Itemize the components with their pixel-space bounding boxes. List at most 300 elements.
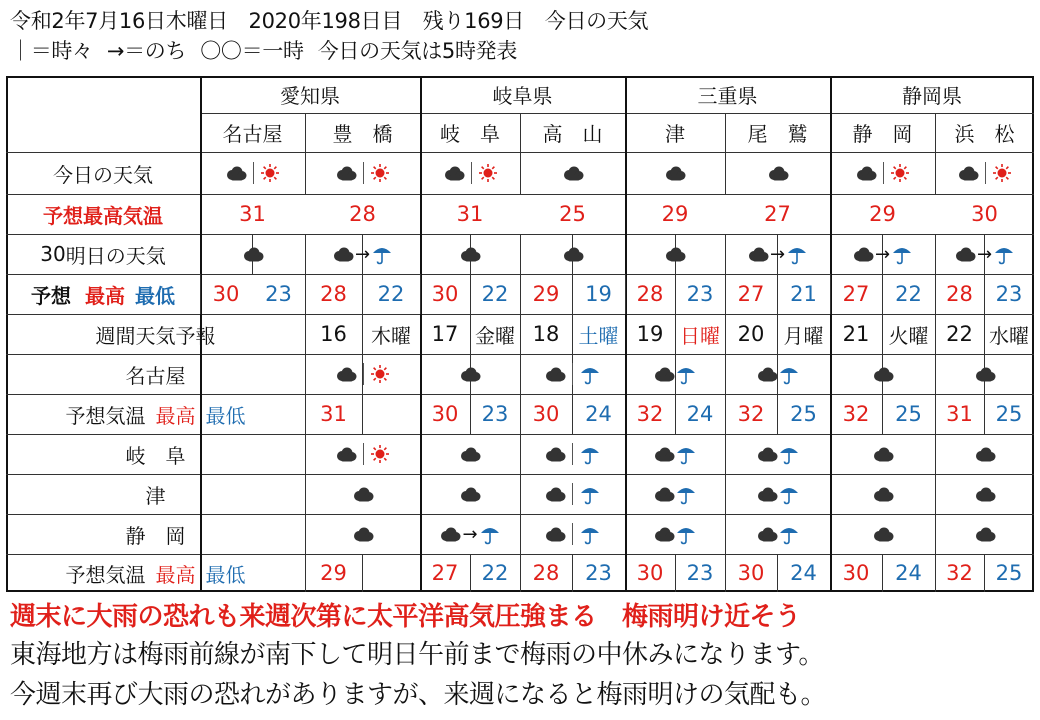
tomorrow-high-cell	[625, 274, 675, 314]
weekly-high-cell	[420, 394, 470, 434]
weekly-day-name	[470, 314, 520, 354]
low-temp-value: 19	[585, 282, 612, 306]
umbrella-icon	[778, 483, 800, 505]
low-temp-value: 23	[686, 282, 714, 306]
day-number: 16	[320, 322, 347, 346]
tokiodoki-separator	[253, 162, 254, 184]
today-weather-cell	[305, 152, 420, 194]
cloud-icon	[335, 367, 357, 382]
weather-symbol	[544, 443, 601, 465]
city-name: 高 山	[542, 122, 603, 146]
city-header	[420, 113, 520, 152]
weekly-low-cell	[572, 394, 625, 434]
grid-line-vertical	[362, 394, 363, 434]
cloud-icon	[335, 447, 357, 462]
city-header	[625, 113, 725, 152]
day-name: 日曜	[680, 323, 720, 348]
weekly-weather-cell	[520, 474, 625, 514]
cloud-icon	[562, 166, 584, 181]
city-name: 浜 松	[954, 122, 1015, 146]
low-temp-value: 24	[585, 402, 612, 426]
tomorrow-low-cell	[362, 274, 420, 314]
footer-line-2: 東海地方は梅雨前線が南下して明日午前まで梅雨の中休みになります。	[10, 640, 824, 670]
cloud-icon	[544, 367, 566, 382]
weekly-day-name	[572, 314, 625, 354]
weather-symbol	[562, 247, 584, 262]
day-name: 金曜	[475, 323, 515, 348]
weather-symbol	[335, 443, 390, 465]
row-label-weekly-city	[6, 514, 305, 554]
tokiodoki-separator	[363, 443, 364, 465]
tomorrow-high-cell	[420, 274, 470, 314]
weather-symbol	[225, 162, 280, 184]
weekly-high-cell	[625, 394, 675, 434]
city-header	[305, 113, 420, 152]
weekly-weather-cell	[305, 474, 420, 514]
cloud-icon	[872, 527, 894, 542]
weather-symbol	[974, 487, 996, 502]
weather-symbol	[872, 447, 894, 462]
weekly-weather-cell	[305, 514, 420, 554]
max-temp-value: 29	[869, 202, 896, 226]
weekly-low-cell	[572, 554, 625, 592]
sun-icon	[478, 163, 498, 183]
grid-line-vertical	[675, 394, 676, 434]
weekly-weather-cell	[725, 434, 830, 474]
high-temp-value: 29	[532, 282, 560, 306]
row-label-weekly-temp	[6, 394, 305, 434]
weather-symbol	[747, 243, 808, 265]
row-label: 今日の天気	[53, 162, 153, 187]
weather-symbol	[544, 523, 601, 545]
low-temp-value: 25	[895, 402, 922, 426]
high-temp-value: 32	[636, 402, 664, 426]
cloud-icon	[439, 527, 461, 542]
weekly-weather-cell	[830, 514, 935, 554]
weekly-high-cell	[725, 554, 777, 592]
weekly-weather-cell	[935, 434, 1034, 474]
weekly-high-cell	[305, 554, 362, 592]
city-name: 岐 阜	[440, 122, 500, 146]
high-temp-value: 30	[212, 282, 240, 306]
cloud-icon	[756, 447, 778, 462]
weather-symbol	[872, 367, 894, 382]
day-number: 20	[737, 322, 765, 346]
tomorrow-weather-cell	[625, 234, 725, 274]
low-temp-value: 22	[377, 282, 405, 306]
umbrella-icon	[675, 363, 697, 385]
nochi-arrow: →	[874, 243, 891, 265]
high-temp-value: 28	[532, 561, 560, 585]
max-temp-value: 28	[349, 202, 376, 226]
footer-line-3: 今週末再び大雨の恐れがありますが、来週になると梅雨明けの気配も。	[10, 680, 827, 710]
row-label-weekly	[6, 314, 305, 354]
day-number: 19	[636, 322, 664, 346]
weekly-weather-cell	[420, 474, 520, 514]
tomorrow-high-cell	[830, 274, 882, 314]
weekly-weather-cell	[520, 434, 625, 474]
weekly-day-number	[725, 314, 777, 354]
max-temp-value: 31	[456, 202, 484, 226]
umbrella-icon	[675, 523, 697, 545]
tokiodoki-separator	[572, 363, 573, 385]
low-temp-value: 23	[481, 402, 509, 426]
weather-symbol	[957, 162, 1012, 184]
cloud-icon	[974, 447, 996, 462]
row-label: 予想最高気温	[43, 203, 163, 228]
grid-line-vertical	[984, 394, 985, 434]
umbrella-icon	[479, 523, 501, 545]
today-max-cell	[625, 194, 725, 234]
today-max-cell	[200, 194, 305, 234]
low-temp-value: 25	[995, 402, 1023, 426]
grid-line-vertical	[882, 314, 883, 354]
low-temp-value: 25	[995, 561, 1023, 585]
cloud-icon	[242, 247, 264, 262]
today-weather-cell	[725, 152, 830, 194]
weekly-weather-cell	[420, 434, 520, 474]
umbrella-icon	[778, 363, 800, 385]
grid-line-vertical	[362, 554, 363, 592]
max-temp-value: 30	[971, 202, 998, 226]
row-label-weekly-city	[6, 474, 305, 514]
weather-symbol	[756, 523, 800, 545]
weekly-low-cell	[362, 554, 420, 592]
day-name: 水曜	[989, 323, 1029, 348]
grid-line-vertical	[882, 554, 883, 592]
weather-symbol	[653, 483, 697, 505]
tomorrow-low-cell	[252, 274, 305, 314]
tomorrow-low-cell	[675, 274, 725, 314]
today-weather-cell	[420, 152, 520, 194]
grid-line-vertical	[675, 314, 676, 354]
weekly-low-cell	[882, 554, 935, 592]
high-temp-value: 27	[737, 282, 765, 306]
cloud-icon	[974, 367, 996, 382]
city-header	[830, 113, 935, 152]
row-label-weekly-temp	[6, 554, 305, 592]
weather-symbol	[974, 367, 996, 382]
weekly-weather-cell	[725, 474, 830, 514]
tomorrow-weather-cell	[725, 234, 830, 274]
row-label: 週間天気予報	[95, 323, 216, 348]
grid-line-vertical	[777, 554, 778, 592]
weather-symbol	[335, 162, 390, 184]
high-temp-value: 27	[431, 561, 459, 585]
max-temp-value: 29	[661, 202, 689, 226]
low-temp-value: 24	[895, 561, 922, 585]
weekly-low-cell	[470, 554, 520, 592]
cloud-icon	[852, 247, 874, 262]
weekly-day-number	[420, 314, 470, 354]
umbrella-icon	[579, 443, 601, 465]
sun-icon	[370, 364, 390, 384]
tomorrow-high-cell	[200, 274, 252, 314]
umbrella-icon	[579, 363, 601, 385]
high-temp-value: 27	[842, 282, 870, 306]
weekly-low-cell	[882, 394, 935, 434]
sun-icon	[890, 163, 910, 183]
high-temp-value: 32	[946, 561, 973, 585]
cloud-icon	[664, 166, 686, 181]
tomorrow-high-cell	[520, 274, 572, 314]
weather-symbol	[664, 166, 686, 181]
cloud-icon	[653, 367, 675, 382]
row-label: 予想	[31, 283, 71, 308]
weekly-low-cell	[777, 394, 830, 434]
low-temp-value: 23	[686, 561, 714, 585]
umbrella-icon	[579, 523, 601, 545]
weekly-low-cell	[675, 394, 725, 434]
tomorrow-low-cell	[572, 274, 625, 314]
weather-symbol	[443, 162, 498, 184]
tomorrow-weather-cell	[520, 234, 625, 274]
cloud-icon	[954, 247, 976, 262]
grid-line-vertical	[470, 394, 471, 434]
weekly-day-name	[777, 314, 830, 354]
row-label-tomorrow	[6, 234, 200, 274]
max-temp-value: 27	[764, 202, 791, 226]
high-temp-value: 31	[946, 402, 973, 426]
nochi-arrow: →	[354, 243, 371, 265]
high-temp-value: 29	[320, 561, 347, 585]
row-label-prefix: 30	[40, 242, 66, 266]
day-number: 21	[842, 322, 870, 346]
weekly-weather-cell	[830, 474, 935, 514]
city-name: 豊 橋	[332, 122, 393, 146]
weather-symbol	[653, 363, 697, 385]
weather-symbol	[352, 487, 374, 502]
umbrella-icon	[675, 483, 697, 505]
low-temp-value: 25	[790, 402, 817, 426]
tokiodoki-separator	[572, 483, 573, 505]
cloud-icon	[459, 247, 481, 262]
weekly-day-name	[984, 314, 1034, 354]
low-temp-value: 24	[790, 561, 817, 585]
weather-symbol	[767, 166, 789, 181]
today-max-cell	[520, 194, 625, 234]
tomorrow-weather-cell	[305, 234, 420, 274]
tomorrow-weather-cell	[935, 234, 1034, 274]
grid-line-vertical	[362, 314, 363, 354]
prefecture-header	[420, 76, 625, 113]
umbrella-icon	[778, 523, 800, 545]
city-name: 尾 鷲	[747, 122, 808, 146]
cloud-icon	[653, 487, 675, 502]
low-temp-value: 22	[481, 561, 509, 585]
prefecture-header	[200, 76, 420, 113]
weekly-high-cell	[935, 394, 984, 434]
prefecture-name: 静岡県	[902, 84, 962, 108]
day-number: 18	[532, 322, 560, 346]
row-label-high: 最高	[85, 283, 125, 308]
sun-icon	[370, 163, 390, 183]
weekly-low-cell	[675, 554, 725, 592]
high-temp-value: 30	[431, 282, 459, 306]
weekly-weather-cell	[830, 354, 935, 394]
row-label-high: 最高	[155, 403, 196, 428]
weather-symbol	[335, 363, 390, 385]
grid-line-vertical	[572, 554, 573, 592]
weekly-low-cell	[470, 394, 520, 434]
row-label-today	[6, 152, 200, 194]
weekly-weather-cell	[935, 514, 1034, 554]
cloud-icon	[664, 247, 686, 262]
weekly-weather-cell	[520, 354, 625, 394]
row-label-low: 最低	[205, 403, 246, 428]
cloud-icon	[459, 447, 481, 462]
today-weather-cell	[200, 152, 305, 194]
weather-symbol	[459, 367, 481, 382]
tokiodoki-separator	[572, 523, 573, 545]
weekly-day-number	[625, 314, 675, 354]
cloud-icon	[352, 527, 374, 542]
day-name: 火曜	[888, 323, 929, 348]
weekly-day-number	[935, 314, 984, 354]
row-label: 静 岡	[125, 523, 186, 548]
weekly-high-cell	[420, 554, 470, 592]
day-number: 17	[431, 322, 459, 346]
weather-symbol	[974, 447, 996, 462]
cloud-icon	[756, 527, 778, 542]
weather-symbol	[974, 527, 996, 542]
weekly-weather-cell	[305, 434, 420, 474]
city-header	[935, 113, 1034, 152]
prefecture-name: 岐阜県	[492, 84, 553, 108]
legend-tokiodoki: ｜＝時々	[10, 39, 93, 63]
row-label: 明日の天気	[65, 243, 166, 268]
city-header	[520, 113, 625, 152]
weekly-weather-cell	[830, 434, 935, 474]
weather-symbol	[954, 243, 1015, 265]
today-weather-cell	[625, 152, 725, 194]
max-temp-value: 31	[239, 202, 266, 226]
weekly-low-cell	[984, 554, 1034, 592]
cloud-icon	[872, 367, 894, 382]
today-max-cell	[935, 194, 1034, 234]
grid-line-vertical	[777, 314, 778, 354]
cloud-icon	[544, 527, 566, 542]
prefecture-header	[830, 76, 1034, 113]
footer-headline: 週末に大雨の恐れも来週次第に太平洋高気圧強まる 梅雨明け近そう	[10, 602, 801, 632]
low-temp-value: 23	[265, 282, 292, 306]
weekly-high-cell	[305, 394, 362, 434]
weather-symbol	[459, 247, 481, 262]
umbrella-icon	[786, 243, 808, 265]
weekly-high-cell	[625, 554, 675, 592]
cloud-icon	[872, 447, 894, 462]
low-temp-value: 23	[995, 282, 1023, 306]
tomorrow-weather-cell	[420, 234, 520, 274]
cloud-icon	[653, 447, 675, 462]
cloud-icon	[747, 247, 769, 262]
cloud-icon	[974, 487, 996, 502]
row-label-low: 最低	[135, 283, 175, 308]
cloud-icon	[767, 166, 789, 181]
prefecture-header	[625, 76, 830, 113]
umbrella-icon	[993, 243, 1015, 265]
high-temp-value: 30	[737, 561, 765, 585]
cloud-icon	[756, 367, 778, 382]
low-temp-value: 22	[895, 282, 922, 306]
weekly-day-number	[830, 314, 882, 354]
row-label-weekly-city	[6, 434, 305, 474]
cloud-icon	[459, 367, 481, 382]
weekly-weather-cell	[625, 354, 725, 394]
weather-symbol	[852, 243, 913, 265]
cloud-icon	[653, 527, 675, 542]
grid-line-vertical	[572, 314, 573, 354]
tokiodoki-separator	[883, 162, 884, 184]
row-label: 岐 阜	[125, 443, 186, 468]
high-temp-value: 32	[842, 402, 870, 426]
grid-line-vertical	[984, 554, 985, 592]
weekly-day-name	[675, 314, 725, 354]
grid-line-vertical	[470, 314, 471, 354]
row-label: 津	[145, 483, 166, 508]
weather-symbol	[653, 443, 697, 465]
weather-symbol	[756, 363, 800, 385]
weekly-weather-cell	[625, 434, 725, 474]
weekly-weather-cell	[935, 474, 1034, 514]
low-temp-value: 24	[686, 402, 714, 426]
umbrella-icon	[778, 443, 800, 465]
nochi-arrow: →	[976, 243, 993, 265]
row-label-low: 最低	[205, 562, 246, 587]
tokiodoki-separator	[985, 162, 986, 184]
weather-symbol	[562, 166, 584, 181]
weekly-low-cell	[777, 554, 830, 592]
cloud-icon	[974, 527, 996, 542]
city-name: 津	[665, 122, 685, 146]
high-temp-value: 32	[737, 402, 765, 426]
sun-icon	[260, 163, 280, 183]
tokiodoki-separator	[572, 443, 573, 465]
weekly-weather-cell	[725, 354, 830, 394]
weekly-high-cell	[725, 394, 777, 434]
weekly-high-cell	[830, 554, 882, 592]
today-weather-cell	[830, 152, 935, 194]
cloud-icon	[544, 487, 566, 502]
weekly-weather-cell	[305, 354, 420, 394]
tomorrow-low-cell	[984, 274, 1034, 314]
tomorrow-weather-cell	[830, 234, 935, 274]
high-temp-value: 31	[320, 402, 347, 426]
cloud-icon	[544, 447, 566, 462]
row-label-forecast	[6, 274, 200, 314]
cloud-icon	[352, 487, 374, 502]
grid-line-vertical	[675, 554, 676, 592]
high-temp-value: 30	[842, 561, 870, 585]
today-max-cell	[420, 194, 520, 234]
cloud-icon	[443, 166, 465, 181]
weather-symbol	[756, 443, 800, 465]
nochi-arrow: →	[462, 523, 478, 545]
weather-symbol	[544, 483, 601, 505]
city-header	[200, 113, 305, 152]
low-temp-value: 23	[585, 561, 612, 585]
tomorrow-weather-cell	[200, 234, 305, 274]
cloud-icon	[957, 166, 979, 181]
weather-symbol	[332, 243, 393, 265]
tomorrow-low-cell	[882, 274, 935, 314]
cloud-icon	[562, 247, 584, 262]
legend-ichiji: 〇〇＝一時	[200, 39, 304, 63]
prefecture-name: 愛知県	[280, 84, 340, 108]
cloud-icon	[756, 487, 778, 502]
tokiodoki-separator	[363, 363, 364, 385]
tomorrow-low-cell	[777, 274, 830, 314]
